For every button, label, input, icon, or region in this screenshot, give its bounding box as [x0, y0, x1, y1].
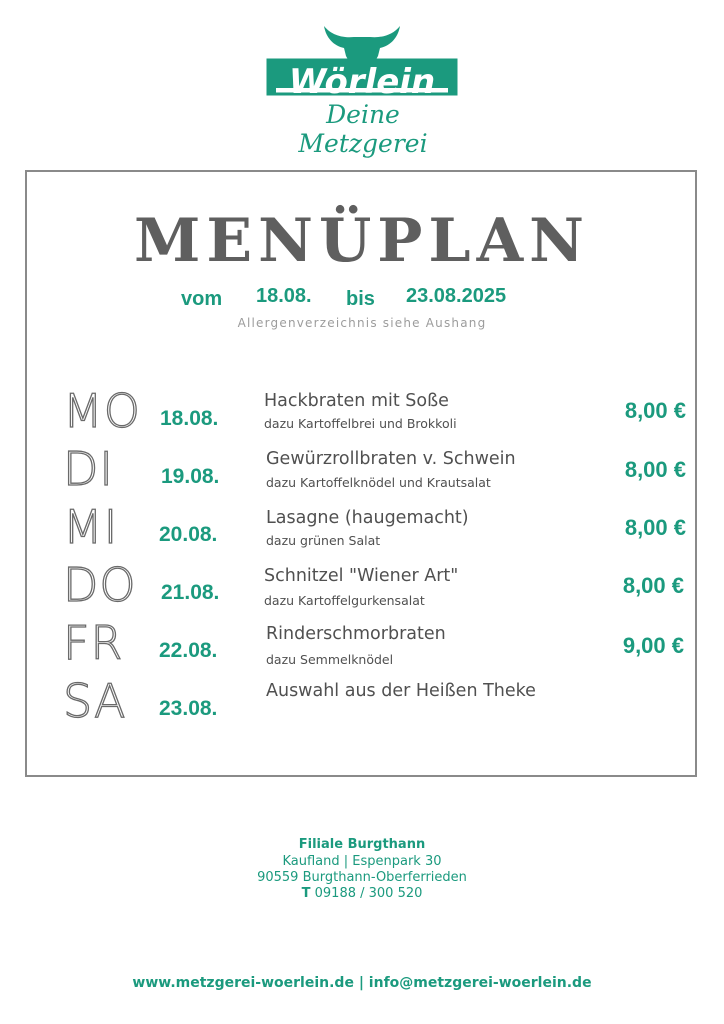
branch-phone: [0, 886, 724, 901]
dish-side: dazu Kartoffelgurkensalat: [264, 593, 425, 608]
phone-label: T: [301, 886, 311, 901]
weekday-label: FR: [63, 616, 124, 670]
phone-number: 09188 / 300 520: [314, 886, 423, 901]
dish-name: Lasagne (haugemacht): [266, 508, 469, 528]
page-title: MENÜPLAN: [133, 206, 591, 276]
range-to-label: bis: [346, 288, 375, 310]
branch-address-line2: 90559 Burgthann-Oberferrieden: [257, 870, 467, 885]
brand-logo: [262, 22, 462, 158]
dish-price: 8,00 €: [622, 573, 684, 598]
weekday-label: DI: [63, 442, 114, 496]
branch-address-line1: Kaufland | Espenpark 30: [282, 854, 442, 869]
weekday-label: MI: [63, 500, 119, 554]
menu-date: 21.08.: [161, 581, 220, 604]
menu-date: 18.08.: [160, 407, 219, 430]
range-to-date: 23.08.2025: [406, 285, 507, 307]
range-from-label: vom: [181, 288, 223, 310]
dish-price: 8,00 €: [624, 515, 686, 540]
dish-name: Schnitzel "Wiener Art": [264, 566, 459, 586]
brand-name: Wörlein: [288, 62, 436, 102]
dish-name: Rinderschmorbraten: [266, 624, 446, 644]
menu-date: 19.08.: [161, 465, 220, 488]
dish-name: Auswahl aus der Heißen Theke: [266, 681, 536, 701]
dish-side: dazu Semmelknödel: [266, 652, 394, 667]
allergen-note: Allergenverzeichnis siehe Aushang: [237, 316, 487, 330]
brand-tagline: Deine Metzgerei: [298, 100, 428, 158]
range-from-date: 18.08.: [256, 285, 312, 307]
weekday-label: MO: [63, 384, 141, 438]
weekday-label: SA: [63, 674, 127, 728]
dish-side: dazu Kartoffelbrei und Brokkoli: [264, 416, 457, 431]
dish-name: Hackbraten mit Soße: [264, 391, 449, 411]
dish-price: 8,00 €: [624, 398, 686, 423]
dish-side: dazu grünen Salat: [266, 533, 381, 548]
menu-date: 22.08.: [159, 639, 218, 662]
dish-price: 9,00 €: [622, 633, 684, 658]
dish-name: Gewürzrollbraten v. Schwein: [266, 449, 516, 469]
menu-date: 23.08.: [159, 697, 218, 720]
menu-date: 20.08.: [159, 523, 218, 546]
weekday-label: DO: [63, 558, 137, 612]
dish-side: dazu Kartoffelknödel und Krautsalat: [266, 475, 491, 490]
contact-links[interactable]: www.metzgerei-woerlein.de | info@metzgerei-woerlein.de: [132, 975, 592, 991]
branch-name: Filiale Burgthann: [298, 837, 426, 852]
dish-price: 8,00 €: [624, 457, 686, 482]
